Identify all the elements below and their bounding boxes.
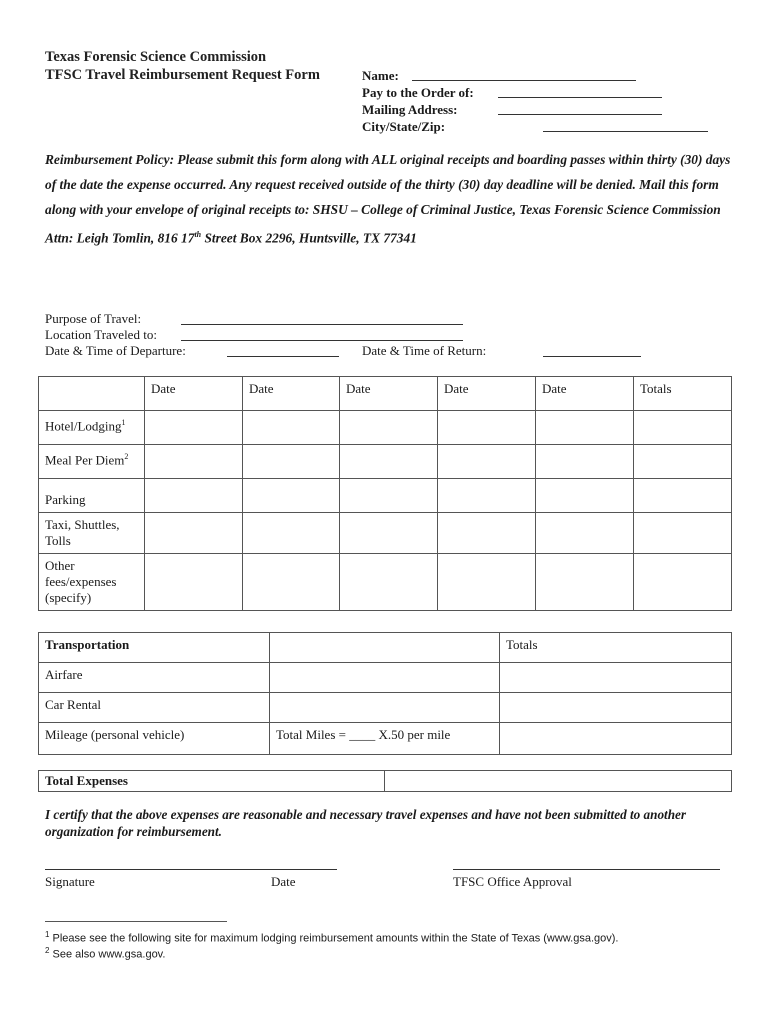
transportation-totals-header: Totals	[500, 633, 732, 663]
meal-date-cell[interactable]	[438, 445, 536, 479]
total-miles-cell[interactable]: Total Miles = ____ X.50 per mile	[270, 723, 500, 755]
other-date-cell[interactable]	[145, 554, 243, 611]
mileage-label: Mileage (personal vehicle)	[39, 723, 270, 755]
footnote-2: $^2$ See also www.gsa.gov.	[45, 946, 166, 961]
parking-date-cell[interactable]	[340, 479, 438, 513]
car-rental-total-cell[interactable]	[500, 693, 732, 723]
date-header: Date	[340, 377, 438, 411]
airfare-row	[39, 663, 732, 693]
approval-line[interactable]	[453, 869, 720, 870]
name-field[interactable]	[412, 80, 636, 81]
pay-to-field[interactable]	[498, 97, 662, 98]
taxi-label: Taxi, Shuttles, Tolls	[39, 513, 145, 554]
parking-date-cell[interactable]	[536, 479, 634, 513]
parking-label: Parking	[39, 479, 145, 513]
taxi-row	[39, 513, 732, 554]
location-label: Location Traveled to:	[45, 327, 157, 342]
airfare-total-cell[interactable]	[500, 663, 732, 693]
date-header: Date	[243, 377, 340, 411]
car-rental-cell[interactable]	[270, 693, 500, 723]
taxi-date-cell[interactable]	[340, 513, 438, 554]
signature-label: Signature	[45, 874, 95, 889]
hotel-total-cell[interactable]	[634, 411, 732, 445]
date-header: Date	[438, 377, 536, 411]
airfare-cell[interactable]	[270, 663, 500, 693]
city-state-zip-label: City/State/Zip:	[362, 119, 446, 134]
signature-date-label: Date	[271, 874, 296, 889]
parking-date-cell[interactable]	[145, 479, 243, 513]
transportation-header-row	[39, 633, 732, 663]
signature-line[interactable]	[45, 869, 337, 870]
total-expenses-label: Total Expenses	[39, 771, 385, 792]
header-blank-cell	[39, 377, 145, 411]
parking-date-cell[interactable]	[438, 479, 536, 513]
departure-label: Date & Time of Departure:	[45, 343, 186, 358]
parking-row	[39, 479, 732, 513]
hotel-date-cell[interactable]	[243, 411, 340, 445]
transportation-header: Transportation	[39, 633, 270, 663]
organization-title: Texas Forensic Science Commission	[45, 49, 267, 65]
hotel-date-cell[interactable]	[145, 411, 243, 445]
airfare-label: Airfare	[39, 663, 270, 693]
departure-field[interactable]	[227, 356, 339, 357]
date-header: Date	[536, 377, 634, 411]
meal-date-cell[interactable]	[145, 445, 243, 479]
taxi-date-cell[interactable]	[243, 513, 340, 554]
hotel-date-cell[interactable]	[340, 411, 438, 445]
mailing-address-field[interactable]	[498, 114, 662, 115]
purpose-label: Purpose of Travel:	[45, 311, 142, 326]
transportation-blank-cell	[270, 633, 500, 663]
approval-label: TFSC Office Approval	[453, 874, 572, 889]
mailing-address-label: Mailing Address:	[362, 102, 458, 117]
purpose-field[interactable]	[181, 324, 463, 325]
return-field[interactable]	[543, 356, 641, 357]
mileage-row	[39, 723, 732, 755]
transportation-table	[38, 632, 732, 755]
pay-to-label: Pay to the Order of:	[362, 85, 474, 100]
other-date-cell[interactable]	[438, 554, 536, 611]
other-total-cell[interactable]	[634, 554, 732, 611]
expenses-table	[38, 376, 732, 611]
hotel-row	[39, 411, 732, 445]
parking-date-cell[interactable]	[243, 479, 340, 513]
meal-row	[39, 445, 732, 479]
taxi-date-cell[interactable]	[438, 513, 536, 554]
other-row	[39, 554, 732, 611]
date-header: Date	[145, 377, 243, 411]
taxi-total-cell[interactable]	[634, 513, 732, 554]
hotel-date-cell[interactable]	[536, 411, 634, 445]
taxi-date-cell[interactable]	[145, 513, 243, 554]
other-date-cell[interactable]	[340, 554, 438, 611]
car-rental-row	[39, 693, 732, 723]
other-label: Other fees/expenses (specify)	[39, 554, 145, 611]
hotel-label: Hotel/Lodging$^1$	[39, 411, 145, 445]
reimbursement-policy: Reimbursement Policy: Please submit this form along with ALL original receipts and boarding passes within thirty (30) days of the date the expense occurred. Any request received outside of the thirty (30) day deadline will be denied. Mail this form along with your envelope of original receipts to: SHSU – College of Criminal Justice, Texas Forensic Science Commission Attn: Leigh Tomlin, 816 17th Street Box 2296, Huntsville, TX 77341	[45, 152, 731, 246]
mileage-total-cell[interactable]	[500, 723, 732, 755]
form-title: TFSC Travel Reimbursement Request Form	[45, 67, 320, 83]
meal-date-cell[interactable]	[340, 445, 438, 479]
meal-total-cell[interactable]	[634, 445, 732, 479]
car-rental-label: Car Rental	[39, 693, 270, 723]
hotel-date-cell[interactable]	[438, 411, 536, 445]
taxi-date-cell[interactable]	[536, 513, 634, 554]
meal-date-cell[interactable]	[536, 445, 634, 479]
expenses-header-row	[39, 377, 732, 411]
location-field[interactable]	[181, 340, 463, 341]
total-expenses-table	[38, 770, 732, 792]
other-date-cell[interactable]	[536, 554, 634, 611]
parking-total-cell[interactable]	[634, 479, 732, 513]
total-expenses-field[interactable]	[385, 771, 732, 792]
other-date-cell[interactable]	[243, 554, 340, 611]
meal-date-cell[interactable]	[243, 445, 340, 479]
totals-header: Totals	[634, 377, 732, 411]
footnote-divider	[45, 921, 227, 922]
return-label: Date & Time of Return:	[362, 343, 487, 358]
name-label: Name:	[362, 68, 399, 83]
footnote-1: $^1$ Please see the following site for maximum lodging reimbursement amounts within the State of Texas (www.gsa.gov).	[45, 930, 619, 945]
meal-label: Meal Per Diem$^2$	[39, 445, 145, 479]
certification-statement: I certify that the above expenses are reasonable and necessary travel expenses and have not been submitted to another organization for reimbursement.	[45, 807, 687, 839]
city-state-zip-field[interactable]	[543, 131, 708, 132]
